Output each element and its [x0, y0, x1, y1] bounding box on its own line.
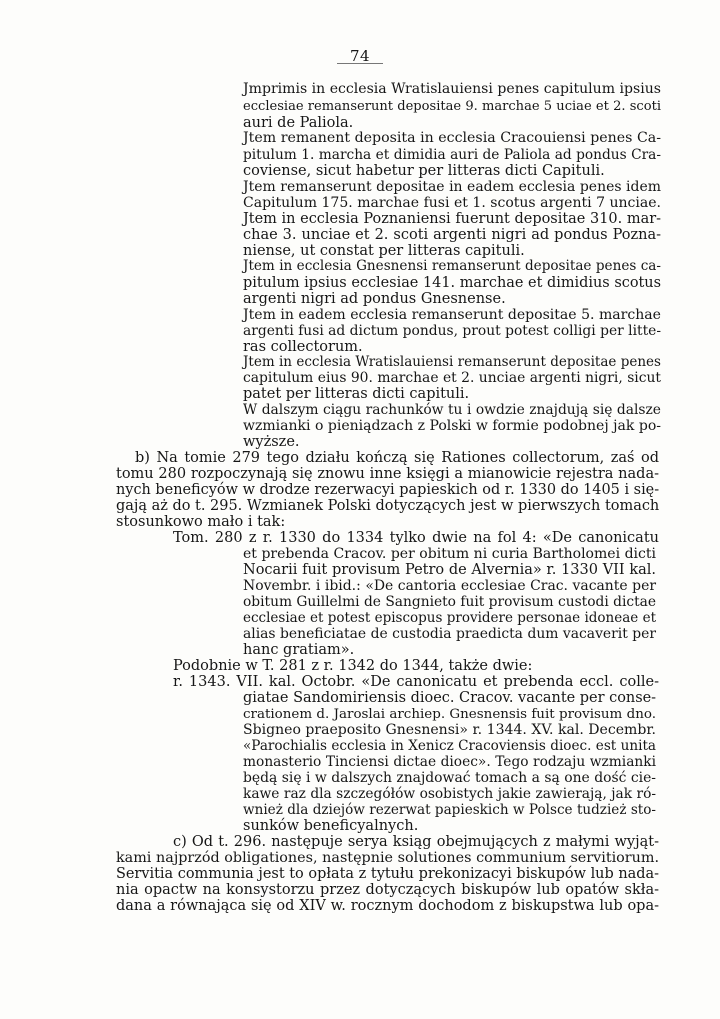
text-line: Podobnie w T. 281 z r. 1342 do 1344, także dwie:	[173, 658, 533, 674]
text-line: b) Na tomie 279 tego działu kończą się Rationes collectorum, zaś od	[135, 450, 659, 466]
text-line: capitulum eius 90. marchae et 2. unciae argenti nigri, sicut	[243, 370, 661, 386]
text-line: kawe raz dla szczegółów osobistych jakie zawierają, jak ró-	[243, 786, 656, 802]
text-line: c) Od t. 296. następuje serya ksiąg obejmujących z małymi wyjąt-	[173, 834, 659, 850]
text-line: argenti nigri ad pondus Gnesnense.	[243, 291, 506, 307]
text-line: nych beneficyów w drodze rezerwacyi papieskich od r. 1330 do 1405 i się-	[116, 482, 660, 498]
page-number: 74	[0, 47, 720, 64]
text-line: obitum Guillelmi de Sangnieto fuit provisum custodi dictae	[243, 594, 656, 610]
text-line: ecclesiae et potest episcopus providere personae idoneae et	[243, 610, 656, 626]
text-line: monasterio Tinciensi dictae dioec». Tego rodzaju wzmianki	[243, 754, 656, 770]
text-line: Jtem remanserunt depositae in eadem ecclesia penes idem	[243, 179, 661, 195]
text-line: pitulum 1. marcha et dimidia auri de Paliola ad pondus Cra-	[243, 147, 661, 163]
text-line: Sbigneo praeposito Gnesnensi» r. 1344. XV. kal. Decembr.	[243, 722, 656, 738]
text-line: stosunkowo mało i tak:	[116, 514, 286, 530]
text-line: r. 1343. VII. kal. Octobr. «De canonicatu et prebenda eccl. colle-	[173, 674, 659, 690]
text-line: «Parochialis ecclesia in Xenicz Cracoviensis dioec. est unita	[243, 738, 656, 754]
text-line: gają aż do t. 295. Wzmianek Polski dotyczących jest w pierwszych tomach	[116, 498, 660, 514]
text-line: Jmprimis in ecclesia Wratislauiensi penes capitulum ipsius	[243, 81, 661, 97]
text-line: będą się i w dalszych znajdować tomach a są one dość cie-	[243, 770, 656, 786]
text-line: Servitia communia jest to opłata z tytułu prekonizacyi biskupów lub nada-	[116, 866, 659, 882]
text-line: coviense, sicut habetur per litteras dicti Capituli.	[243, 163, 605, 179]
text-line: dana a równająca się od XIV w. rocznym dochodom z biskupstwa lub opa-	[116, 898, 659, 914]
text-line: pitulum ipsius ecclesiae 141. marchae et dimidius scotus	[243, 275, 661, 291]
text-line: giatae Sandomiriensis dioec. Cracov. vacante per conse-	[243, 690, 657, 706]
text-line: Novembr. i ibid.: «De cantoria ecclesiae Crac. vacante per	[243, 578, 656, 594]
text-line: auri de Paliola.	[243, 115, 354, 131]
text-line: W dalszym ciągu rachunków tu i owdzie znajdują się dalsze	[243, 402, 661, 418]
text-line: ras collectorum.	[243, 339, 363, 355]
text-line: Jtem in ecclesia Gnesnensi remanserunt depositae penes ca-	[243, 258, 661, 274]
text-line: patet per litteras dicti capituli.	[243, 386, 470, 402]
text-line: Capitulum 175. marchae fusi et 1. scotus argenti 7 unciae.	[243, 195, 661, 211]
text-line: Jtem in ecclesia Poznaniensi fuerunt depositae 310. mar-	[243, 211, 661, 227]
text-line: crationem d. Jaroslai archiep. Gnesnensis fuit provisum dno.	[243, 707, 656, 722]
text-line: ecclesiae remanserunt depositae 9. marchae 5 uciae et 2. scoti	[243, 99, 661, 114]
text-line: niense, ut constat per litteras capituli.	[243, 243, 525, 259]
text-line: wzmianki o pieniądzach z Polski w formie podobnej jak po-	[243, 418, 661, 434]
text-line: hanc gratiam».	[243, 642, 355, 658]
text-line: wyższe.	[243, 434, 300, 450]
text-line: tomu 280 rozpoczynają się znowu inne księgi a mianowicie rejestra nada-	[116, 466, 659, 482]
text-line: Tom. 280 z r. 1330 do 1334 tylko dwie na fol 4: «De canonicatu	[173, 530, 659, 546]
text-line: Jtem in ecclesia Wratislauiensi remanserunt depositae penes	[243, 354, 661, 370]
text-line: Jtem remanent deposita in ecclesia Cracouiensi penes Ca-	[243, 130, 661, 146]
text-line: kami najprzód obligationes, następnie solutiones communium servitiorum.	[116, 850, 659, 866]
text-line: argenti fusi ad dictum pondus, prout potest colligi per litte-	[243, 323, 661, 339]
text-line: alias beneficiatae de custodia praedicta dum vacaverit per	[243, 626, 656, 642]
text-line: nia opactw na konsystorzu przez dotyczących biskupów lub opatów skła-	[116, 882, 659, 898]
text-line: chae 3. unciae et 2. scoti argenti nigri ad pondus Pozna-	[243, 227, 661, 243]
text-line: et prebenda Cracov. per obitum ni curia Bartholomei dicti	[243, 546, 656, 562]
text-line: Jtem in eadem ecclesia remanserunt depositae 5. marchae	[243, 307, 661, 323]
text-line: Nocarii fuit provisum Petro de Alvernia» r. 1330 VII kal.	[243, 562, 656, 578]
text-line: wnież dla dziejów rezerwat papieskich w Polsce tudzież sto-	[243, 802, 656, 818]
text-line: sunków beneficyalnych.	[243, 818, 419, 834]
